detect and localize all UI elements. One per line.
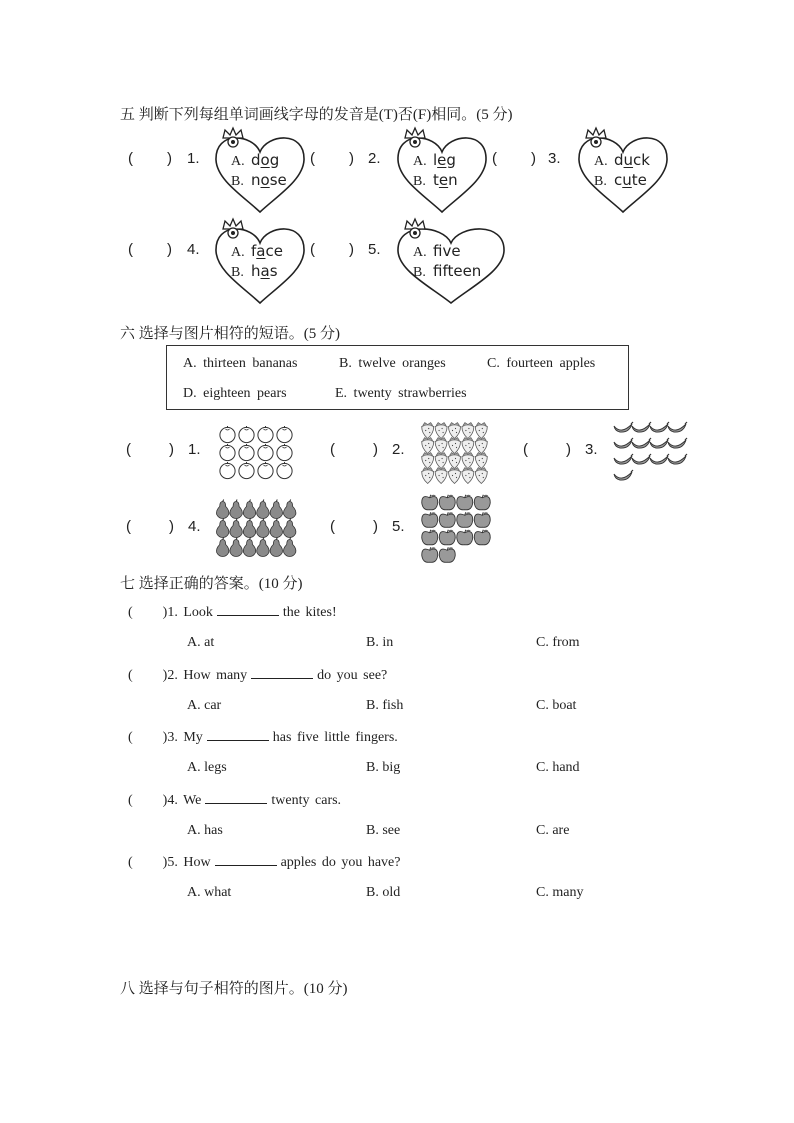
choice-c[interactable]: C. boat bbox=[536, 697, 577, 713]
answer-paren-open[interactable]: ( bbox=[128, 730, 133, 745]
strawberry-icon bbox=[422, 453, 434, 469]
option-d: D. eighteen pears bbox=[183, 386, 287, 401]
item-number: 3. bbox=[585, 441, 598, 458]
heart-crown-icon bbox=[395, 126, 490, 214]
pear-icon bbox=[243, 519, 255, 538]
answer-paren-6-3[interactable]: ( ) bbox=[523, 441, 571, 458]
choice-b[interactable]: B. big bbox=[366, 760, 401, 775]
apple-icon bbox=[439, 512, 455, 527]
strawberry-icon bbox=[462, 438, 474, 454]
strawberry-icon bbox=[422, 423, 434, 439]
pear-icon bbox=[284, 500, 296, 519]
strawberry-icon bbox=[462, 423, 474, 439]
question-text-post: twenty cars. bbox=[271, 792, 342, 808]
heart-crown-icon bbox=[213, 217, 308, 305]
options-box bbox=[166, 345, 629, 410]
choice-b[interactable]: B. fish bbox=[366, 697, 404, 713]
item-number: 5. bbox=[392, 518, 405, 535]
orange-icon bbox=[258, 444, 273, 461]
banana-icon bbox=[668, 454, 687, 464]
orange-icon bbox=[239, 462, 254, 479]
apple-icon bbox=[422, 530, 438, 545]
apple-icon bbox=[457, 512, 473, 527]
question-text-post: has five little fingers. bbox=[272, 730, 398, 745]
answer-paren-open[interactable]: ( bbox=[128, 667, 133, 683]
answer-blank[interactable] bbox=[207, 729, 269, 741]
heart-card-4: A. face B. has bbox=[213, 217, 308, 305]
item-number: 4. bbox=[188, 518, 201, 535]
pear-icon bbox=[230, 538, 242, 557]
orange-icon bbox=[277, 426, 292, 443]
question-text-post: the kites! bbox=[282, 605, 337, 620]
banana-icon bbox=[650, 422, 669, 432]
pear-icon bbox=[270, 538, 282, 557]
banana-icon bbox=[614, 422, 633, 432]
strawberry-icon bbox=[475, 453, 487, 469]
orange-icon bbox=[258, 462, 273, 479]
heart-card-1: A. dog B. nose bbox=[213, 126, 308, 214]
bananas-picture bbox=[612, 418, 688, 486]
banana-icon bbox=[668, 422, 687, 432]
question-text-pre: My bbox=[183, 730, 203, 745]
answer-paren-6-1[interactable]: ( ) bbox=[126, 441, 174, 458]
section-7-title: 七 选择正确的答案。(10 分) bbox=[120, 576, 303, 592]
section-8-title: 八 选择与句子相符的图片。(10 分) bbox=[120, 981, 348, 997]
answer-paren-5-4[interactable]: ( ) bbox=[128, 241, 172, 258]
strawberry-icon bbox=[435, 468, 447, 484]
orange-icon bbox=[277, 462, 292, 479]
choice-c[interactable]: C. hand bbox=[536, 760, 580, 775]
apple-icon bbox=[422, 512, 438, 527]
heart-card-5: A. fve B. ffteen bbox=[395, 217, 507, 305]
apple-icon bbox=[457, 495, 473, 510]
strawberry-icon bbox=[435, 438, 447, 454]
choice-c[interactable]: C. are bbox=[536, 822, 570, 838]
apple-icon bbox=[474, 530, 490, 545]
item-number: 2. bbox=[392, 441, 405, 458]
question-text-pre: Look bbox=[183, 605, 213, 620]
pear-icon bbox=[217, 519, 229, 538]
choice-c[interactable]: C. from bbox=[536, 635, 580, 650]
section-5-title: 五 判断下列每组单词画线字母的发音是(T)否(F)相同。(5 分) bbox=[120, 107, 513, 123]
orange-icon bbox=[220, 426, 235, 443]
orange-icon bbox=[220, 444, 235, 461]
answer-paren-6-5[interactable]: ( ) bbox=[330, 518, 378, 535]
question-3 bbox=[128, 729, 398, 746]
apple-icon bbox=[474, 512, 490, 527]
apple-icon bbox=[422, 547, 438, 562]
strawberry-icon bbox=[475, 468, 487, 484]
answer-paren-open[interactable]: ( bbox=[128, 855, 133, 870]
strawberry-icon bbox=[435, 453, 447, 469]
question-text-pre: How many bbox=[183, 667, 248, 683]
pear-icon bbox=[257, 519, 269, 538]
banana-icon bbox=[650, 438, 669, 448]
heart-card-3: A. duck B. cute bbox=[576, 126, 671, 214]
strawberry-icon bbox=[422, 468, 434, 484]
apples-picture bbox=[419, 492, 493, 566]
pear-icon bbox=[230, 500, 242, 519]
pear-icon bbox=[257, 500, 269, 519]
question-text-pre: We bbox=[183, 792, 202, 808]
item-number: 5. bbox=[368, 241, 381, 258]
orange-icon bbox=[220, 462, 235, 479]
pear-icon bbox=[284, 519, 296, 538]
banana-icon bbox=[668, 438, 687, 448]
item-number: 1. bbox=[188, 441, 201, 458]
heart-crown-icon bbox=[576, 126, 671, 214]
choice-a[interactable]: A. legs bbox=[187, 760, 227, 775]
question-text-post: do you see? bbox=[317, 667, 388, 683]
question-number: )1. bbox=[162, 605, 178, 620]
choice-c[interactable]: C. many bbox=[536, 885, 584, 900]
apple-icon bbox=[457, 530, 473, 545]
banana-icon bbox=[632, 454, 651, 464]
banana-icon bbox=[632, 422, 651, 432]
orange-icon bbox=[239, 444, 254, 461]
question-1 bbox=[128, 604, 337, 621]
apple-icon bbox=[474, 495, 490, 510]
answer-paren-5-3[interactable]: ( ) bbox=[492, 150, 536, 167]
choice-a[interactable]: A. what bbox=[187, 885, 232, 900]
choice-a[interactable]: A. at bbox=[187, 635, 215, 650]
banana-icon bbox=[614, 454, 633, 464]
pear-icon bbox=[270, 500, 282, 519]
question-number: )4. bbox=[162, 792, 178, 808]
question-number: )5. bbox=[162, 855, 178, 870]
answer-paren-open[interactable]: ( bbox=[128, 792, 133, 808]
item-number: 3. bbox=[548, 150, 561, 167]
strawberries-picture bbox=[419, 421, 490, 485]
answer-paren-open[interactable]: ( bbox=[128, 605, 133, 620]
answer-paren-6-4[interactable]: ( ) bbox=[126, 518, 174, 535]
option-a: A. thirteen bananas bbox=[183, 356, 298, 371]
strawberry-icon bbox=[475, 438, 487, 454]
answer-paren-6-2[interactable]: ( ) bbox=[330, 441, 378, 458]
strawberry-icon bbox=[435, 423, 447, 439]
orange-icon bbox=[277, 444, 292, 461]
pear-icon bbox=[243, 538, 255, 557]
question-text-pre: How bbox=[183, 855, 211, 870]
orange-icon bbox=[258, 426, 273, 443]
heart-crown-icon bbox=[395, 217, 507, 305]
choice-a[interactable]: A. car bbox=[187, 697, 222, 713]
pear-icon bbox=[217, 538, 229, 557]
pear-icon bbox=[284, 538, 296, 557]
strawberry-icon bbox=[449, 453, 461, 469]
apple-icon bbox=[439, 547, 455, 562]
choice-b[interactable]: B. in bbox=[366, 635, 394, 650]
pear-icon bbox=[243, 500, 255, 519]
oranges-picture bbox=[216, 424, 296, 482]
orange-icon bbox=[239, 426, 254, 443]
strawberry-icon bbox=[422, 438, 434, 454]
choice-a[interactable]: A. has bbox=[187, 822, 223, 838]
strawberry-icon bbox=[449, 423, 461, 439]
strawberry-icon bbox=[449, 438, 461, 454]
choice-b[interactable]: B. see bbox=[366, 822, 401, 838]
banana-icon bbox=[614, 438, 633, 448]
pear-icon bbox=[257, 538, 269, 557]
apple-icon bbox=[439, 495, 455, 510]
pears-picture bbox=[214, 498, 298, 559]
answer-paren-5-2[interactable]: ( ) bbox=[310, 150, 354, 167]
banana-icon bbox=[650, 454, 669, 464]
question-2 bbox=[128, 667, 387, 684]
section-6-title: 六 选择与图片相符的短语。(5 分) bbox=[120, 326, 340, 342]
banana-icon bbox=[614, 470, 633, 480]
question-text-post: apples do you have? bbox=[280, 855, 401, 870]
strawberry-icon bbox=[475, 423, 487, 439]
strawberry-icon bbox=[449, 468, 461, 484]
apple-icon bbox=[422, 495, 438, 510]
strawberry-icon bbox=[462, 468, 474, 484]
strawberry-icon bbox=[462, 453, 474, 469]
answer-blank[interactable] bbox=[251, 667, 313, 679]
answer-blank[interactable] bbox=[217, 604, 279, 616]
heart-card-2: A. leg B. ten bbox=[395, 126, 490, 214]
apple-icon bbox=[439, 530, 455, 545]
answer-blank[interactable] bbox=[215, 854, 277, 866]
choice-b[interactable]: B. old bbox=[366, 885, 401, 900]
question-4 bbox=[128, 792, 341, 809]
question-number: )3. bbox=[162, 730, 178, 745]
question-5 bbox=[128, 854, 401, 871]
item-number: 2. bbox=[368, 150, 381, 167]
pear-icon bbox=[217, 500, 229, 519]
answer-blank[interactable] bbox=[205, 792, 267, 804]
heart-crown-icon bbox=[213, 126, 308, 214]
question-number: )2. bbox=[162, 667, 178, 683]
option-b: B. twelve oranges bbox=[339, 356, 446, 371]
option-c: C. fourteen apples bbox=[487, 356, 596, 371]
item-number: 1. bbox=[187, 150, 200, 167]
pear-icon bbox=[270, 519, 282, 538]
banana-icon bbox=[632, 438, 651, 448]
option-e: E. twenty strawberries bbox=[335, 386, 467, 401]
answer-paren-5-1[interactable]: ( ) bbox=[128, 150, 172, 167]
answer-paren-5-5[interactable]: ( ) bbox=[310, 241, 354, 258]
item-number: 4. bbox=[187, 241, 200, 258]
pear-icon bbox=[230, 519, 242, 538]
